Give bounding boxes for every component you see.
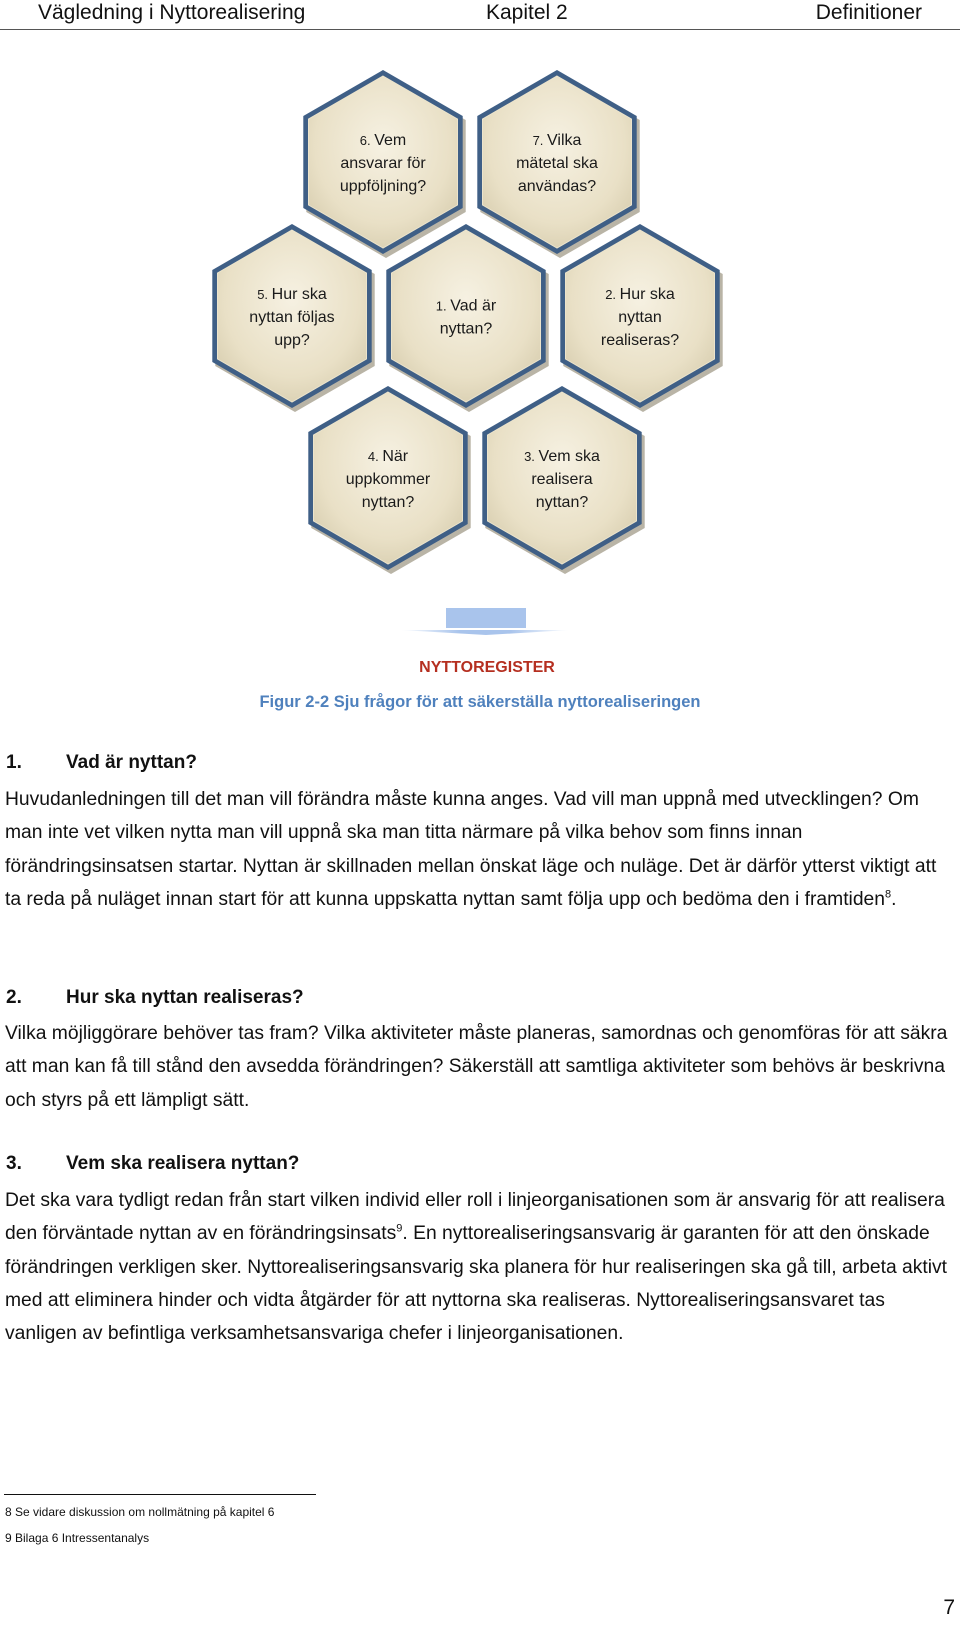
hexagon-question-3 [482,386,644,574]
section-heading-1 [6,752,197,774]
footnote-8: 8 Se vidare diskussion om nollmätning på kapitel 6 [5,1505,275,1519]
hexagon-number: 4. [367,449,383,464]
register-label: NYTTOREGISTER [419,659,555,676]
paragraph-text: Vilka möjliggörare behöver tas fram? Vilka aktiviteter måste planeras, samordnas och genomföras för att säkra att man kan få till stånd den avsedda förändringen? Säkerställ att samtliga aktiviteter som behövs är beskrivna och styrs på ett lämpligt sätt. [5,1023,948,1111]
hexagon-number: 6. [359,133,375,148]
header-chapter: Kapitel 2 [486,1,568,24]
hexagon-label-line: nyttan? [439,320,493,338]
section-title: Vem ska realisera nyttan? [66,1153,300,1174]
footnote-ref-8: 8 [885,888,892,901]
paragraph-text-end: . En nyttorealiseringsansvarig är garanten för att den önskade förändringen verkligen sker. Nyttorealiseringsansvarig ska planera för hur realiseringen ska gå till, arbeta aktivt med att eliminera hinder och vidta åtgärder för att nyttorna ska realiseras. Nyttorealiseringsansvaret tas vanligen av befintliga verksamhetsansvariga chefer i linjeorganisationen. [5,1223,948,1345]
hexagon-question-6 [303,70,465,258]
hexagon-number: 3. [524,449,539,464]
hexagon-label-line: 3. Vem ska [524,448,600,465]
hexagon-question-1 [386,224,548,412]
hexagon-label-line: användas? [517,178,597,195]
hexagon-label-line: upp? [274,332,310,349]
hexagon-label-line: uppkommer [345,471,431,488]
section-number: 1. [6,752,22,773]
hexagon-number: 2. [605,287,620,302]
hexagon-label-line: 4. När [367,448,409,465]
hexagon-question-2 [560,224,722,412]
hexagon-label-line: realisera [531,471,593,488]
hexagon-question-5 [212,224,374,412]
hexagon-question-4 [308,386,470,574]
page-number: 7 [943,1596,955,1619]
section-title: Hur ska nyttan realiseras? [66,987,304,1008]
hexagon-label-line: uppföljning? [339,178,427,195]
hexagon-label-line: mätetal ska [516,155,598,172]
section-number: 2. [6,987,22,1008]
section-title: Vad är nyttan? [66,752,197,773]
hexagon-label-line: ansvarar för [340,155,426,172]
section-paragraph-3 [5,1184,955,1350]
hexagon-label-line: 6. Vem [359,132,407,149]
header-document-title: Vägledning i Nyttorealisering [38,1,306,24]
hexagon-question-7 [477,70,639,258]
section-heading-3 [6,1153,299,1175]
paragraph-text: Huvudanledningen till det man vill förändra måste kunna anges. Vad vill man uppnå med utvecklingen? Om man inte vet vilken nytta man vill uppnå ska man titta närmare på vilka behov som finns innan förändringsinsatsen startar. Nyttan är skillnaden mellan önskat läge och nuläge. Det är därför ytterst viktigt att ta reda på nuläget innan start för att kunna uppskatta nyttan samt följa upp och bedöma den i framtiden [5,789,937,910]
hexagon-number: 1. [435,298,451,314]
hexagon-label-line: 2. Hur ska [605,286,675,303]
footnote-ref-9: 9 [396,1222,403,1235]
figure-caption: Figur 2-2 Sju frågor för att säkerställa nyttorealiseringen [259,693,701,711]
hexagon-label-line: nyttan? [535,494,589,511]
section-paragraph-1 [5,783,955,916]
register-arrow [400,608,570,635]
hexagon-label-line: 1. Vad är [435,297,497,315]
hexagon-label-line: nyttan? [361,494,415,511]
header-section: Definitioner [815,1,922,24]
hexagon-label-line: realiseras? [600,332,680,349]
hexagon-number: 7. [532,133,548,148]
paragraph-text-end: . [891,888,897,910]
running-header [0,0,960,30]
section-heading-2 [6,987,304,1009]
hexagon-number: 5. [257,287,272,302]
footnote-9: 9 Bilaga 6 Intressentanalys [5,1531,150,1545]
section-number: 3. [6,1153,22,1174]
hexagon-label-line: 7. Vilka [532,132,582,149]
paragraph-text: Det ska vara tydligt redan från start vilken individ eller roll i linjeorganisationen som är ansvarig för att realisera den förväntade nyttan av en förändringsinsats [5,1190,945,1245]
hexagon-label-line: nyttan följas [249,309,335,326]
hexagon-label-line: nyttan [618,309,662,326]
seven-questions-diagram [0,60,960,690]
hexagon-label-line: 5. Hur ska [257,286,327,303]
footnote-separator [4,1494,316,1495]
section-paragraph-2 [5,1017,955,1117]
